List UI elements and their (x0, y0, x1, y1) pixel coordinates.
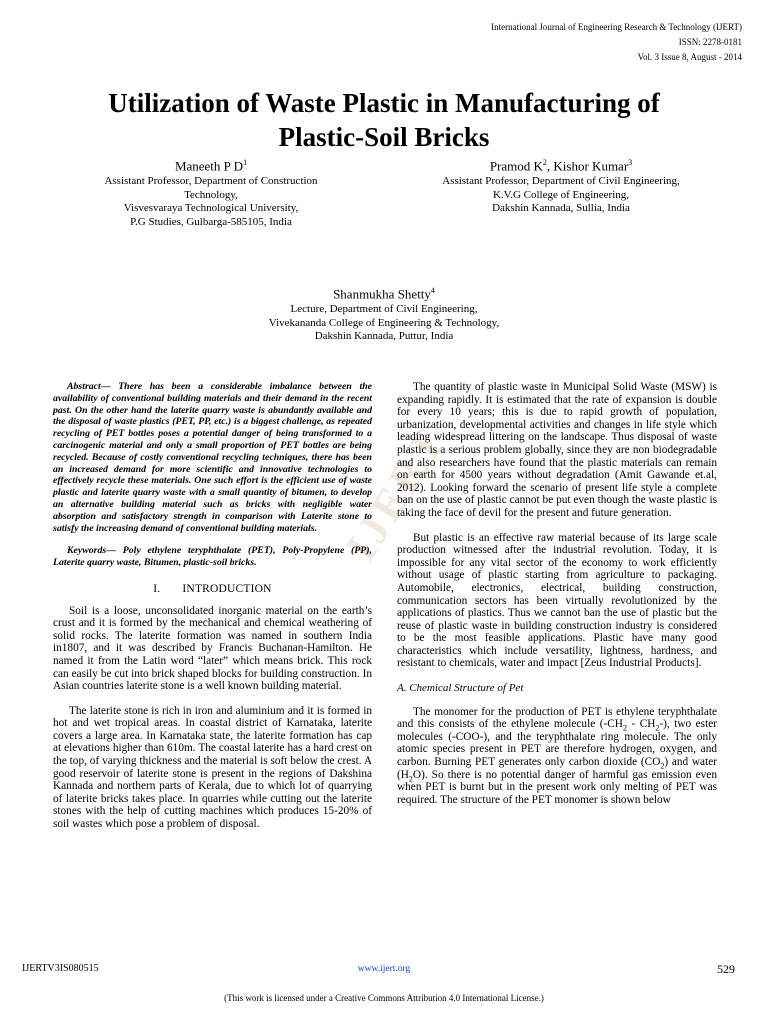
paragraph: The quantity of plastic waste in Municipal Solid Waste (MSW) is expanding rapidly. It is estimated that the rate of expansion is double for every 10 years; this is due to rapid growth of population, urbanization, developmental activities and changes in life style which leading widespread littering on the landscape. Thus disposal of waste plastic is a serious problem globally, since they are non biodegradable and also researchers have found that the plastic materials can remain on earth for 4500 years without degradation (Amit Gawande et.al, 2012). Looking forward the scenario of present life style a complete ban on the use of plastic cannot be put even though the waste plastic is taking the face of devil for the present and future generation. (397, 381, 717, 519)
abstract: Abstract— There has been a considerable imbalance between the availability of conventional building materials and their demand in the recent past. On the other hand the laterite quarry waste is abundantly available and the disposal of waste plastics (PET, PP, etc.) is a biggest challenge, as repeated recycling of PET bottles poses a potential danger of being transformed to a carcinogenic material and only a small proportion of PET bottles are being recycled. Because of costly conventional recycling techniques, there has been an increased demand for more scientific and innovative technologies to effectively recycle these materials. One such effort is the efficient use of waste plastic and laterite quarry waste with a small quantity of bitumen, to develop an alternative building material such as bricks with negligible water absorption and satisfactory strength in comparison with Laterite stone to satisfy the increasing demand of conventional building materials. (53, 381, 372, 534)
paper-title (0, 86, 768, 154)
journal-issn: ISSN: 2278-0181 (678, 37, 742, 47)
paragraph: But plastic is an effective raw material because of its large scale production witnessed after the industrial revolution. Today, it is impossible for any vital sector of the economy to work efficiently without usage of plastic starting from agriculture to packaging. Automobile, electronics, electrical, building construction, communication sectors has been virtually revolutionized by the applications of plastics. Thus we cannot ban the use of plastic but the reuse of plastic waste in building construction industry is considered to be the most feasible applications. Plastic have many good characteristics which include versatility, lightness, hardness, and resistant to chemicals, water and impact [Zeus Industrial Products]. (397, 531, 717, 670)
paragraph-pet-structure: The monomer for the production of PET is ethylene teryphthalate and this consists of the ethylene molecule $(-CH_2 - CH_2-)$, two ester molecules (-COO-), and the teryphthalate ring molecule. The only atomic species present in PET are therefore hydrogen, oxygen, and carbon. Burning PET generates only carbon dioxide $(CO_2)$ and water $(H_2O)$. So there is no potential danger of harmful gas emission even when PET is burnt but in the present work only melting of PET was required. The structure of the PET monomer is shown below (397, 705, 717, 806)
keywords: Keywords— Poly ethylene teryphthalate (PET), Poly-Propylene (PP), Laterite quarry waste, Bitumen, plastic-soil bricks. (53, 545, 372, 569)
left-column (53, 381, 372, 843)
author-affiliation-line: Vivekananda College of Engineering & Technology, (268, 316, 500, 329)
footer-paper-id: IJERTV3IS080515 (22, 963, 99, 974)
author-affiliation-line: Dakshin Kannada, Puttur, India (314, 330, 454, 343)
title-line-2: Plastic-Soil Bricks (278, 122, 490, 152)
author-affiliation-line: P.G Studies, Gulbarga-585105, India (130, 215, 292, 228)
author-block-2 (402, 155, 720, 216)
right-column (397, 381, 717, 818)
author-affiliation-line: K.V.G College of Engineering, (492, 188, 630, 201)
author-block-1 (54, 155, 368, 229)
author-affiliation-line: Lecture, Department of Civil Engineering, (290, 303, 478, 316)
page-number: 529 (717, 962, 735, 976)
footer-link[interactable]: www.ijert.org (357, 964, 411, 974)
author-affiliation-line: Assistant Professor, Department of Civil Engineering, (442, 175, 680, 188)
license-note: (This work is licensed under a Creative Commons Attribution 4.0 International License.) (224, 993, 544, 1003)
author-block-3 (184, 283, 584, 344)
journal-header (491, 20, 742, 65)
section-heading: I. INTRODUCTION (153, 582, 272, 595)
journal-volume: Vol. 3 Issue 8, August - 2014 (637, 52, 742, 62)
author-affiliation-line: Technology, (184, 188, 238, 201)
watermark: IJERT (336, 417, 457, 570)
author-affiliation-line: Dakshin Kannada, Sullia, India (492, 202, 630, 215)
paragraph: Soil is a loose, unconsolidated inorganic material on the earth’s crust and it is formed by the mechanical and chemical weathering of solid rocks. The laterite formation was named in southern India in1807, and it was described by Francis Buchanan-Hamilton. He named it from the Latin word “later” which means brick. This rock can easily be cut into brick shaped blocks for building construction. In Asian countries laterite stone is a well known building material. (53, 604, 372, 693)
paragraph: The laterite stone is rich in iron and aluminium and it is formed in hot and wet tropical areas. In coastal district of Karnataka, laterite covers a large area. In Karnataka state, the laterite formation has cap at elevations higher than 610m. The coastal laterite has a hard crest on the top, of varying thickness and the material is soft below the crest. A good reservoir of laterite stone is present in the regions of Dakshina Kannada and northern parts of Kerala, due to which lot of quarrying of laterite bricks takes place. In quarries while cutting out the laterite stones with the help of cutting machines which produces 15-20% of soil wastes which pose a problem of disposal. (53, 704, 372, 831)
journal-name: International Journal of Engineering Research & Technology (IJERT) (491, 22, 742, 32)
subsection-heading: A. Chemical Structure of Pet (397, 682, 524, 695)
author-affiliation-line: Assistant Professor, Department of Construction (104, 175, 318, 188)
title-line-1: Utilization of Waste Plastic in Manufacturing of (108, 88, 660, 118)
author-name: Maneeth P $D^1$ (174, 158, 248, 174)
author-name: Shanmukha Shetty$^4$ (333, 286, 435, 302)
author-name: Pramod $K^2$, Kishor Kumar$^3$ (489, 158, 633, 174)
author-affiliation-line: Visvesvaraya Technological University, (123, 202, 299, 215)
